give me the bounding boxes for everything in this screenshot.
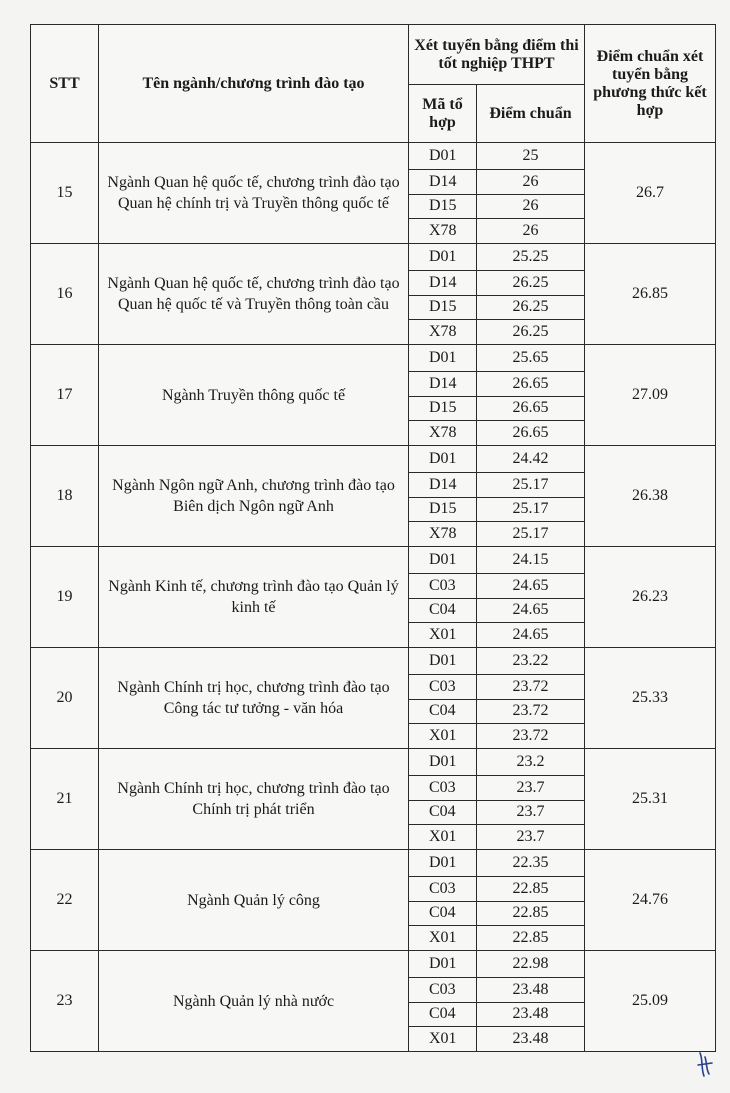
row-combined-score: 25.33 [585, 648, 716, 749]
row-combination-code: X01 [409, 1027, 477, 1052]
row-combined-score: 26.38 [585, 446, 716, 547]
row-combination-code: C03 [409, 877, 477, 902]
row-score: 24.65 [477, 574, 585, 599]
row-score: 23.72 [477, 724, 585, 749]
row-score: 26 [477, 219, 585, 244]
row-score: 24.15 [477, 547, 585, 574]
row-combination-code: D01 [409, 749, 477, 776]
row-stt: 22 [31, 850, 99, 951]
row-combination-code: X01 [409, 724, 477, 749]
row-combination-code: C03 [409, 675, 477, 700]
row-stt: 15 [31, 143, 99, 244]
header-program: Tên ngành/chương trình đào tạo [99, 25, 409, 143]
row-score: 25.17 [477, 497, 585, 522]
row-program-name: Ngành Quan hệ quốc tế, chương trình đào tạo Quan hệ chính trị và Truyền thông quốc tế [99, 143, 409, 244]
row-score: 22.98 [477, 951, 585, 978]
row-score: 23.72 [477, 675, 585, 700]
row-combination-code: C03 [409, 978, 477, 1003]
table-row [31, 143, 716, 170]
row-combined-score: 25.09 [585, 951, 716, 1052]
row-score: 23.48 [477, 978, 585, 1003]
row-combined-score: 26.23 [585, 547, 716, 648]
header-combined: Điểm chuẩn xét tuyển bằng phương thức kết hợp [585, 25, 716, 143]
table-row [31, 345, 716, 372]
row-combination-code: D01 [409, 951, 477, 978]
row-score: 25.17 [477, 473, 585, 498]
row-combination-code: X78 [409, 522, 477, 547]
row-score: 26 [477, 194, 585, 219]
row-score: 26 [477, 170, 585, 195]
table-row [31, 244, 716, 271]
row-score: 26.25 [477, 295, 585, 320]
admission-score-table [30, 24, 716, 1052]
row-combination-code: C03 [409, 574, 477, 599]
row-score: 26.65 [477, 396, 585, 421]
row-score: 24.65 [477, 598, 585, 623]
row-combination-code: D14 [409, 170, 477, 195]
row-combined-score: 26.85 [585, 244, 716, 345]
row-combination-code: D01 [409, 850, 477, 877]
row-combined-score: 26.7 [585, 143, 716, 244]
row-stt: 19 [31, 547, 99, 648]
table-row [31, 951, 716, 978]
row-score: 22.85 [477, 926, 585, 951]
row-score: 25.65 [477, 345, 585, 372]
row-score: 22.35 [477, 850, 585, 877]
header-exam-group: Xét tuyển bằng điểm thi tốt nghiệp THPT [409, 25, 585, 85]
row-program-name: Ngành Chính trị học, chương trình đào tạo Công tác tư tưởng - văn hóa [99, 648, 409, 749]
row-combination-code: X78 [409, 421, 477, 446]
row-combination-code: D14 [409, 271, 477, 296]
row-combination-code: D15 [409, 497, 477, 522]
table-row [31, 547, 716, 574]
header-stt: STT [31, 25, 99, 143]
row-combination-code: X01 [409, 926, 477, 951]
row-combination-code: C04 [409, 901, 477, 926]
row-score: 23.7 [477, 776, 585, 801]
table-row [31, 446, 716, 473]
row-score: 26.25 [477, 320, 585, 345]
row-combination-code: D15 [409, 396, 477, 421]
row-combination-code: D01 [409, 345, 477, 372]
row-stt: 17 [31, 345, 99, 446]
table-row [31, 749, 716, 776]
row-score: 23.2 [477, 749, 585, 776]
row-combination-code: D15 [409, 194, 477, 219]
row-combination-code: C04 [409, 1002, 477, 1027]
row-score: 26.25 [477, 271, 585, 296]
header-code: Mã tổ hợp [409, 85, 477, 143]
header-score: Điểm chuẩn [477, 85, 585, 143]
row-combination-code: D01 [409, 244, 477, 271]
row-program-name: Ngành Quản lý công [99, 850, 409, 951]
row-combination-code: X78 [409, 320, 477, 345]
row-combined-score: 27.09 [585, 345, 716, 446]
row-combination-code: X01 [409, 825, 477, 850]
row-score: 23.7 [477, 800, 585, 825]
row-combination-code: C04 [409, 800, 477, 825]
signature-mark [696, 1049, 716, 1079]
table-body [31, 143, 716, 1052]
row-combined-score: 24.76 [585, 850, 716, 951]
row-program-name: Ngành Truyền thông quốc tế [99, 345, 409, 446]
row-combination-code: C04 [409, 699, 477, 724]
row-combination-code: X78 [409, 219, 477, 244]
row-combination-code: D14 [409, 473, 477, 498]
table-row [31, 850, 716, 877]
row-score: 22.85 [477, 901, 585, 926]
row-score: 22.85 [477, 877, 585, 902]
table-row [31, 648, 716, 675]
row-score: 24.42 [477, 446, 585, 473]
row-combination-code: D01 [409, 446, 477, 473]
row-combination-code: C03 [409, 776, 477, 801]
row-score: 25.17 [477, 522, 585, 547]
row-stt: 21 [31, 749, 99, 850]
row-program-name: Ngành Quản lý nhà nước [99, 951, 409, 1052]
row-program-name: Ngành Kinh tế, chương trình đào tạo Quản lý kinh tế [99, 547, 409, 648]
row-score: 25 [477, 143, 585, 170]
row-score: 23.22 [477, 648, 585, 675]
row-combination-code: D01 [409, 143, 477, 170]
row-score: 26.65 [477, 372, 585, 397]
row-stt: 18 [31, 446, 99, 547]
row-combination-code: D15 [409, 295, 477, 320]
row-program-name: Ngành Ngôn ngữ Anh, chương trình đào tạo Biên dịch Ngôn ngữ Anh [99, 446, 409, 547]
row-score: 23.72 [477, 699, 585, 724]
row-combination-code: X01 [409, 623, 477, 648]
row-score: 23.7 [477, 825, 585, 850]
row-score: 23.48 [477, 1002, 585, 1027]
row-stt: 16 [31, 244, 99, 345]
row-combination-code: D01 [409, 648, 477, 675]
row-score: 26.65 [477, 421, 585, 446]
row-score: 23.48 [477, 1027, 585, 1052]
row-score: 24.65 [477, 623, 585, 648]
row-combination-code: C04 [409, 598, 477, 623]
row-program-name: Ngành Quan hệ quốc tế, chương trình đào tạo Quan hệ quốc tế và Truyền thông toàn cầu [99, 244, 409, 345]
row-combination-code: D14 [409, 372, 477, 397]
row-score: 25.25 [477, 244, 585, 271]
row-stt: 23 [31, 951, 99, 1052]
row-combination-code: D01 [409, 547, 477, 574]
row-stt: 20 [31, 648, 99, 749]
row-program-name: Ngành Chính trị học, chương trình đào tạo Chính trị phát triển [99, 749, 409, 850]
row-combined-score: 25.31 [585, 749, 716, 850]
